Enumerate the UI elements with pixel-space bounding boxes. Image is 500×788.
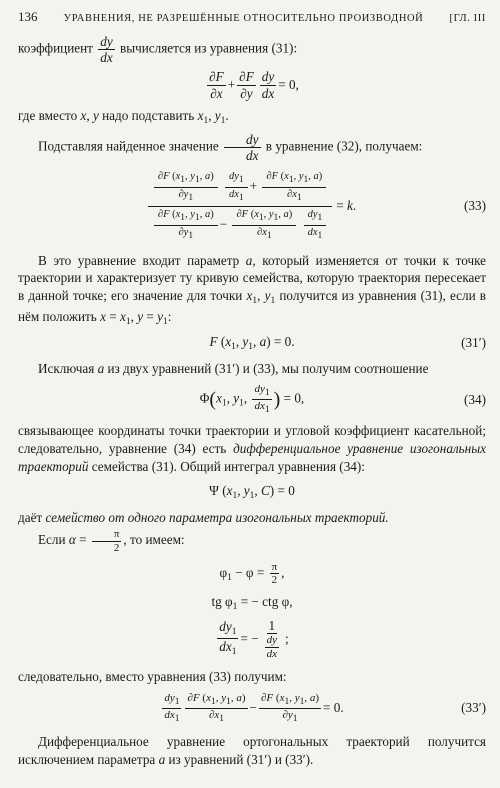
paragraph-4: В это уравнение входит параметр a, который изменяется от точки к точке траектории и характеризует ту кривую семейства, которую траектория пересекает в данной точке; его значение для точки $x_1$, $y_1$ получится из уравнения (31), если в нём положить $x = x_1$, $y = y_1$:	[18, 252, 487, 327]
paragraph-6: связывающее координаты точки траектории и угловой коэффициент касательной; следовательно, уравнение (34) есть дифференциальное уравнение изогональных траекторий семейства (31). Общий интеграл уравнения (34):	[18, 423, 486, 474]
paragraph-10: Дифференциальное уравнение ортогональных траекторий получится исключением параметра a из уравнений (31′) и (33′).	[18, 733, 486, 767]
running-header	[18, 8, 486, 30]
equation-number-34: (34)	[464, 391, 486, 407]
paragraph-7: даёт семейство от одного параметра изогональных траекторий.	[18, 509, 389, 525]
equation-number-33p: (33′)	[461, 700, 486, 716]
paragraph-8: Если α = $\frac{\pi}{2}$ , то имеем:	[38, 528, 185, 554]
page-number: 136	[18, 9, 38, 24]
page	[18, 8, 486, 768]
equation-dfdx: $\frac{\partial F}{\partial x}$ + $\frac{\partial F}{\partial y}$ $\frac{dy}{dx}$ = 0,	[209, 69, 299, 101]
equation-31-prime: F ($x_1$, $y_1$, a) = 0. (31′)	[209, 333, 486, 352]
chapter-label: [ГЛ. III	[449, 13, 486, 24]
equation-34: $\Phi(x_1$, $y_1$, $\frac{dy_1}{dx_1}$ ) = 0, (34)	[199, 383, 486, 416]
running-title: УРАВНЕНИЯ, НЕ РАЗРЕШЁННЫЕ ОТНОСИТЕЛЬНО ПРОИЗВОДНОЙ	[63, 13, 424, 24]
equation-33: $\frac{\partial F (x_1, y_1, a)}{\partial y_1}$ $\frac{dy_1}{dx_1}$ + $\frac{\partial F (x_1, y_1, a)}{\partial x_1}$ $\frac{\partial F (x_1, y_1, a)}{\partial y_1}$ − $\frac{\partial F (x_1, y_1, a)}{\partial x_1}$ $\frac{dy_1}{dx_1}$ = k. (33)	[18, 169, 486, 244]
equation-33-prime: $\frac{dy_1}{dx_1}$ $\frac{\partial F (x_1, y_1, a)}{\partial x_1}$ − $\frac{\partial F (x_1, y_1, a)}{\partial y_1}$ = 0. (33′)	[164, 691, 486, 724]
equation-general-integral: Ψ ($x_1$, $y_1$, C) = 0	[209, 482, 295, 501]
equation-number-33: (33)	[464, 198, 486, 214]
paragraph-5: Исключая a из двух уравнений (31′) и (33), мы получим соотношение	[38, 360, 429, 376]
equation-tg: tg $\varphi_1$ = − ctg φ,	[211, 593, 293, 612]
paragraph-3: Подставляя найденное значение $\frac{dy}{dx}$ в уравнение (32), получаем:	[38, 131, 423, 163]
equation-slope: $\frac{dy_1}{dx_1}$ = − $\frac{1}{\frac{dy}{dx}}$ ;	[219, 617, 289, 660]
equation-number-31p: (31′)	[461, 335, 486, 351]
equation-phi: $\varphi_1 - \varphi$ = $\frac{\pi}{2}$ ,	[219, 560, 285, 587]
paragraph-2: где вместо x, y надо подставить $x_1$, $y_1$.	[18, 107, 229, 126]
paragraph-9: следовательно, вместо уравнения (33) получим:	[18, 669, 287, 685]
paragraph-1: коэффициент $\frac{dy}{dx}$ вычисляется из уравнения (31):	[18, 34, 298, 66]
